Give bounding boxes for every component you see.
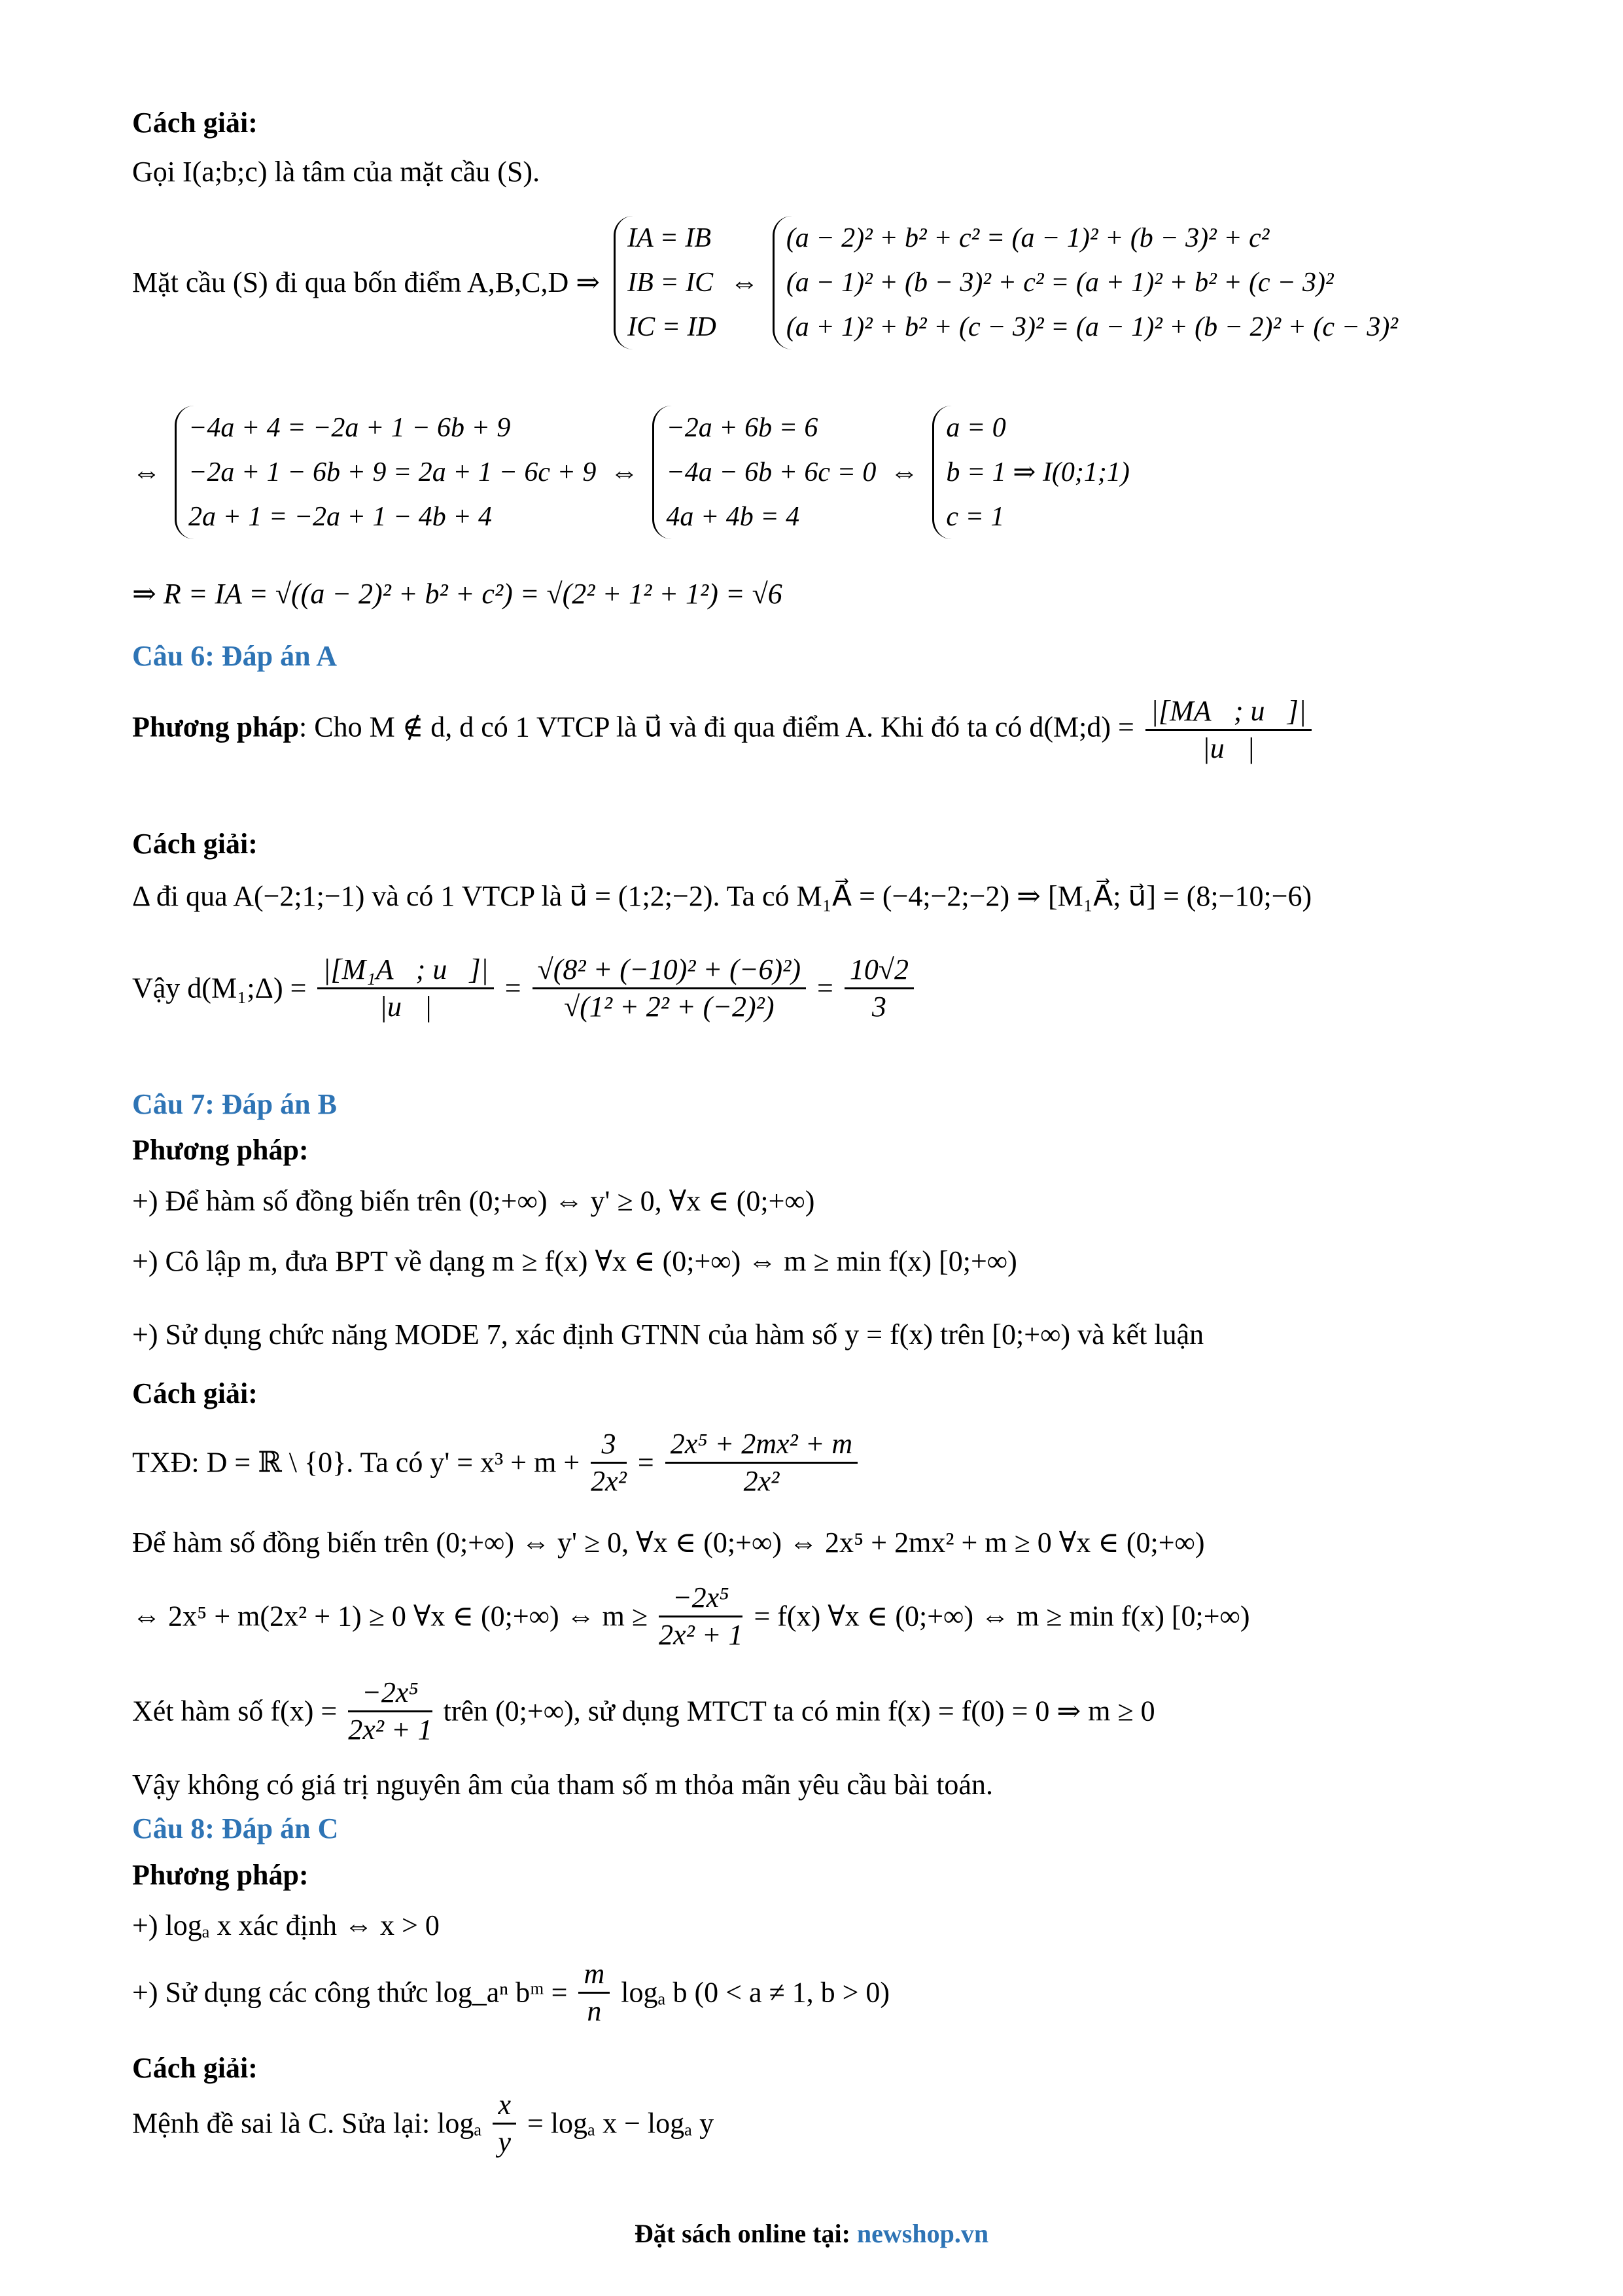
fraction (317, 952, 493, 1025)
question-title: Câu 8: Đáp án C (132, 1812, 339, 1845)
equation: −4a − 6b + 6c = 0 (666, 457, 877, 487)
numerator: m (578, 1956, 610, 1994)
fraction (493, 2087, 516, 2160)
denominator: 2x² + 1 (348, 1714, 432, 1746)
equation: IB = IC (627, 268, 714, 298)
denominator: 3 (871, 991, 886, 1023)
method-heading: Phương pháp: (132, 1859, 309, 1891)
denominator: 2x² (591, 1465, 627, 1497)
question-title: Câu 6: Đáp án A (132, 640, 337, 672)
text-fragment: ⇔ 2x⁵ + m(2x² + 1) ≥ 0 ∀x ∈ (0;+∞) ⇔ m ≥ (132, 1600, 648, 1633)
numerator: |[M₁A⃗; u⃗]| (317, 952, 493, 989)
denominator: 2x² (743, 1465, 780, 1497)
equation: c = 1 (946, 502, 1005, 532)
text-line: Để hàm số đồng biến trên (0;+∞) ⇔ y' ≥ 0, ∀x ∈ (0;+∞) ⇔ 2x⁵ + 2mx² + m ≥ 0 ∀x ∈ (0;+∞) (132, 1527, 1205, 1559)
text-line: +) Sử dụng chức năng MODE 7, xác định GTNN của hàm số y = f(x) trên [0;+∞) và kết luận (132, 1318, 1204, 1351)
text-fragment: TXĐ: D = ℝ \ {0}. Ta có y' = x³ + m + (132, 1446, 580, 1479)
fraction (578, 1956, 610, 2029)
text-fragment: = logₐ x − logₐ y (527, 2107, 714, 2140)
question-title: Câu 7: Đáp án B (132, 1088, 337, 1120)
text-line: Vậy không có giá trị nguyên âm của tham số m thỏa mãn yêu cầu bài toán. (132, 1769, 993, 1801)
fraction (659, 1580, 742, 1653)
equation: −2a + 1 − 6b + 9 = 2a + 1 − 6c + 9 (188, 457, 597, 487)
equation: IA = IB (627, 223, 712, 253)
numerator: √(8² + (−10)² + (−6)²) (532, 952, 806, 989)
footer-text: Đặt sách online tại: (634, 2219, 857, 2248)
cach-giai-heading: Cách giải: (132, 107, 258, 139)
method-text: : Cho M ∉ d, d có 1 VTCP là u⃗ và đi qua điểm A. Khi đó ta có d(M;d) = (299, 711, 1134, 743)
cach-giai-heading: Cách giải: (132, 1377, 258, 1409)
footer-link[interactable]: newshop.vn (856, 2219, 989, 2248)
distance-line: Vậy d(M₁;Δ) = $\frac{\text{|[M₁A⃗; u⃗]|}}{|u⃗|}$ = $\frac{\text{√(8² + (−10)² + (−6)²)}}{\text{√(1² + 2² + (−2)²)}}$ = $\frac{10√2}{3}$ (132, 952, 918, 1025)
method-label: Phương pháp (132, 711, 299, 743)
text-fragment: logₐ b (0 < a ≠ 1, b > 0) (621, 1976, 890, 2009)
denominator: 2x² + 1 (659, 1619, 743, 1651)
text-line: +) logₐ x xác định ⇔ x > 0 (132, 1909, 440, 1941)
numerator: 2x⁵ + 2mx² + m (665, 1426, 858, 1464)
numerator: 10√2 (845, 952, 914, 989)
numerator: 3 (591, 1426, 627, 1464)
fraction (845, 952, 914, 1025)
text-fragment: = f(x) ∀x ∈ (0;+∞) ⇔ m ≥ min f(x) [0;+∞) (754, 1600, 1250, 1633)
numerator: x (493, 2087, 516, 2125)
text-fragment: Xét hàm số f(x) = (132, 1695, 338, 1727)
page-footer (0, 2218, 1623, 2249)
equation-system (652, 406, 876, 539)
equation-system (175, 406, 596, 539)
equation-system (932, 406, 1129, 539)
text-fragment: Mệnh đề sai là C. Sửa lại: logₐ (132, 2107, 482, 2140)
numerator: −2x⁵ (659, 1580, 742, 1617)
cach-giai-heading: Cách giải: (132, 2052, 258, 2084)
radius-line: ⇒ R = IA = √((a − 2)² + b² + c²) = √(2² + 1² + 1²) = √6 (132, 578, 782, 610)
equation: a = 0 (946, 413, 1006, 443)
answer-line (132, 2087, 714, 2160)
fraction (591, 1426, 627, 1499)
equation: 4a + 4b = 4 (666, 502, 800, 532)
cach-giai-heading: Cách giải: (132, 828, 258, 860)
method-line (132, 694, 1316, 766)
equation: −4a + 4 = −2a + 1 − 6b + 9 (188, 413, 511, 443)
equation-system (773, 216, 1398, 349)
equation: (a − 1)² + (b − 3)² + c² = (a + 1)² + b² + (c − 3)² (786, 268, 1334, 298)
equation: IC = ID (627, 312, 716, 342)
fraction (1145, 694, 1312, 766)
text-fragment: Mặt cầu (S) đi qua bốn điểm A,B,C,D ⇒ (132, 266, 601, 298)
denominator: |u⃗| (1202, 732, 1255, 764)
function-line (132, 1675, 1155, 1748)
formula-line (132, 1956, 890, 2029)
fraction (348, 1675, 432, 1748)
fraction (665, 1426, 858, 1499)
denominator: |u⃗| (379, 991, 432, 1023)
equation: (a + 1)² + b² + (c − 3)² = (a − 1)² + (b − 2)² + (c − 3)² (786, 312, 1398, 342)
text-line: Δ đi qua A(−2;1;−1) và có 1 VTCP là u⃗ = (1;2;−2). Ta có M₁A⃗ = (−4;−2;−2) ⇒ [M₁A⃗; u⃗] = (8;−10;−6) (132, 880, 1312, 912)
equation: −2a + 6b = 6 (666, 413, 818, 443)
denominator: n (587, 1995, 602, 2027)
text-line: +) Cô lập m, đưa BPT về dạng m ≥ f(x) ∀x ∈ (0;+∞) ⇔ m ≥ min f(x) [0;+∞) (132, 1245, 1017, 1277)
equation: (a − 2)² + b² + c² = (a − 1)² + (b − 3)² + c² (786, 223, 1270, 253)
denominator: y (498, 2126, 511, 2158)
txd-line: TXĐ: D = ℝ \ {0}. Ta có y' = x³ + m + $\frac{3}{\text{2x²}}$ = $\frac{\text{2x⁵ + 2mx² + m}}{\text{2x²}}$ (132, 1426, 862, 1499)
text-fragment: trên (0;+∞), sử dụng MTCT ta có min f(x) = f(0) = 0 ⇒ m ≥ 0 (443, 1695, 1155, 1727)
text-line: +) Để hàm số đồng biến trên (0;+∞) ⇔ y' ≥ 0, ∀x ∈ (0;+∞) (132, 1185, 815, 1217)
system-line: ⇔ −4a + 4 = −2a + 1 − 6b + 9 −2a + 1 − 6b + 9 = 2a + 1 − 6c + 9 2a + 1 = −2a + 1 − 4b + 4 ⇔ −2a + 6b = 6 −4a − 6b + 6c = 0 4a + 4b = 4 ⇔ a = 0 b = 1 ⇒ I(0;1;1) c = 1 (132, 406, 1136, 539)
text-line: Gọi I(a;b;c) là tâm của mặt cầu (S). (132, 156, 540, 188)
system-line: Mặt cầu (S) đi qua bốn điểm A,B,C,D ⇒ IA = IB IB = IC IC = ID ⇔ (a − 2)² + b² + c² = (a − 1)² + (b − 3)² + c² (a − 1)² + (b − 3)² + c² = (a + 1)² + b² + (c − 3)² (a + 1)² + b² + (c − 3)² = (a − 1)² + (b − 2)² + (c − 3)² (132, 216, 1405, 349)
numerator: −2x⁵ (348, 1675, 432, 1712)
numerator: |[MA⃗; u⃗]| (1145, 694, 1312, 731)
equation: b = 1 ⇒ I(0;1;1) (946, 457, 1130, 487)
text-fragment: +) Sử dụng các công thức log_aⁿ bᵐ = (132, 1976, 568, 2009)
equation-system (614, 216, 716, 349)
text-fragment: Vậy d(M₁;Δ) = (132, 972, 307, 1004)
fraction (532, 952, 806, 1025)
denominator: √(1² + 2² + (−2)²) (564, 991, 775, 1023)
equation: 2a + 1 = −2a + 1 − 4b + 4 (188, 502, 493, 532)
method-heading: Phương pháp: (132, 1134, 309, 1166)
inequality-line (132, 1580, 1250, 1653)
